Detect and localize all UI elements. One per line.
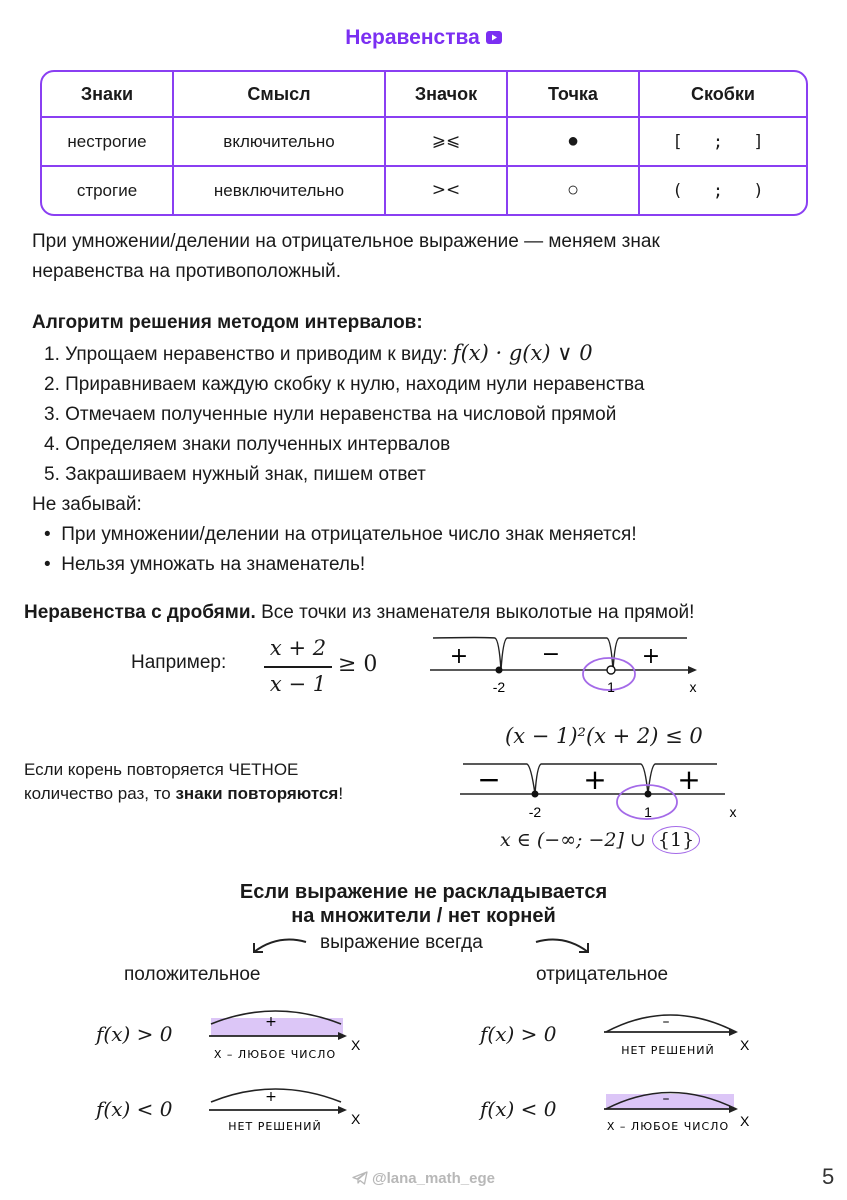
note-line: неравенства на противоположный. — [32, 261, 342, 282]
case-label: НЕТ РЕШЕНИЙ — [621, 1044, 715, 1057]
case-expression: f(x) > 0 — [96, 1022, 173, 1046]
algorithm-section — [32, 308, 832, 580]
step-formula: f(x) · g(x) ∨ 0 — [452, 341, 593, 365]
footer-handle: @lana_math_ege — [371, 1170, 495, 1187]
table-header: Скобки — [640, 72, 806, 118]
negative-label: отрицательное — [536, 964, 669, 985]
table-cell: >< — [386, 167, 508, 214]
even-root-answer — [500, 826, 700, 854]
bullet-icon: • — [44, 554, 62, 575]
axis-var: X — [351, 1037, 361, 1053]
list-item — [44, 338, 832, 370]
sign-label: – — [662, 1014, 670, 1030]
example-label: Например: — [131, 652, 227, 673]
bullet-text: Нельзя умножать на знаменатель! — [61, 554, 366, 575]
table-cell: [ ; ] — [640, 118, 806, 167]
sign-label: + — [677, 763, 701, 796]
case-expression: f(x) > 0 — [480, 1022, 557, 1046]
even-root-number-line — [455, 758, 755, 828]
table-cell: включительно — [174, 118, 386, 167]
sign-label: + — [583, 763, 607, 796]
answer-left: x ∈ (−∞; −2] ∪ — [500, 829, 646, 851]
point-label: -2 — [492, 679, 506, 695]
answer-right: {1} — [652, 826, 700, 854]
no-roots-heading-line: на множители / нет корней — [291, 905, 556, 927]
sign-label: − — [477, 763, 501, 796]
case-diagram — [205, 1006, 365, 1064]
list-item — [44, 550, 832, 580]
even-root-end: ! — [338, 784, 344, 803]
table-header: Знаки — [42, 72, 174, 118]
even-root-line: Если корень повторяется ЧЕТНОЕ — [24, 760, 299, 779]
list-item: 3. Отмечаем полученные нули неравенства на числовой прямой — [44, 404, 617, 425]
axis-var: x — [689, 679, 697, 695]
table-row — [42, 118, 806, 167]
list-item: 4. Определяем знаки полученных интервалов — [44, 434, 451, 455]
filled-point — [496, 667, 503, 674]
even-root-line — [24, 782, 343, 806]
table-cell: ⩾⩽ — [386, 118, 508, 167]
fractions-heading — [24, 598, 839, 628]
page-number: 5 — [822, 1164, 835, 1189]
inequality-table — [40, 70, 808, 216]
no-roots-heading — [0, 880, 847, 928]
table-cell: невключительно — [174, 167, 386, 214]
algorithm-heading: Алгоритм решения методом интервалов: — [32, 312, 423, 333]
always-label: выражение всегда — [320, 932, 483, 953]
even-root-text — [24, 758, 343, 806]
parabola-arc — [606, 1015, 736, 1032]
axis-arrow — [688, 666, 697, 674]
algorithm-steps — [32, 338, 832, 490]
note-line: При умножении/делении на отрицательное выражение — меняем знак — [32, 231, 660, 252]
table-header: Точка — [508, 72, 640, 118]
fractions-bold: Неравенства с дробями. — [24, 602, 256, 623]
case-label: X – ЛЮБОЕ ЧИСЛО — [213, 1048, 337, 1061]
telegram-icon — [352, 1170, 372, 1187]
case-label: X – ЛЮБОЕ ЧИСЛО — [606, 1120, 730, 1133]
filled-point — [645, 791, 652, 798]
list-item: 5. Закрашиваем нужный знак, пишем ответ — [44, 464, 426, 485]
right-arrow-icon — [532, 934, 594, 958]
shaded-region — [211, 1018, 343, 1036]
bullet-icon: • — [44, 524, 62, 545]
list-item — [44, 520, 832, 550]
sign-label: + — [265, 1014, 277, 1030]
case-expression: f(x) < 0 — [480, 1097, 557, 1121]
empty-point — [607, 666, 615, 674]
sign-label: − — [541, 642, 561, 667]
list-item: 2. Приравниваем каждую скобку к нулю, находим нули неравенства — [44, 374, 645, 395]
table-cell: ● — [508, 118, 640, 167]
step-text: 1. Упрощаем неравенство и приводим к виду: — [44, 344, 448, 365]
play-icon — [486, 26, 502, 50]
table-cell: ( ; ) — [672, 180, 774, 201]
reminder-heading: Не забывай: — [32, 494, 142, 515]
table-cell: ○ — [508, 167, 640, 214]
point-label: 1 — [644, 804, 652, 820]
table-row — [42, 167, 806, 214]
case-diagram — [205, 1082, 365, 1140]
case-expression: f(x) < 0 — [96, 1097, 173, 1121]
sign-label: + — [641, 644, 661, 669]
table-header-row — [42, 72, 806, 118]
bullet-text: При умножении/делении на отрицательное число знак меняется! — [61, 524, 637, 545]
shaded-region — [606, 1094, 734, 1109]
left-arrow-icon — [248, 934, 310, 958]
sign-label: + — [449, 644, 469, 669]
axis-var: X — [740, 1113, 750, 1129]
footer — [0, 1170, 847, 1187]
fraction-numerator: x + 2 — [269, 636, 327, 660]
reminder-bullets — [32, 520, 832, 580]
case-diagram — [600, 1080, 760, 1140]
table-cell: строгие — [42, 167, 174, 214]
point-label: -2 — [528, 804, 542, 820]
fraction-bar — [264, 666, 332, 668]
table-header: Значок — [386, 72, 508, 118]
table-cell: нестрогие — [42, 118, 174, 167]
fraction-relation: ≥ 0 — [338, 652, 378, 677]
sign-label: + — [265, 1089, 277, 1105]
case-diagram — [600, 1004, 760, 1064]
axis-var: X — [351, 1111, 361, 1127]
axis-var: X — [740, 1037, 750, 1053]
point-label: 1 — [607, 679, 615, 695]
even-root-line-start: количество раз, то — [24, 784, 176, 803]
sign-label: – — [662, 1091, 670, 1107]
fraction-denominator: x − 1 — [269, 672, 327, 696]
page-title — [0, 26, 847, 50]
fraction-number-line — [425, 630, 715, 700]
even-root-bold: знаки повторяются — [175, 784, 339, 803]
title-text: Неравенства — [345, 26, 480, 49]
sign-change-note — [32, 227, 822, 287]
no-roots-heading-line: Если выражение не раскладывается — [239, 881, 608, 903]
positive-label: положительное — [124, 964, 261, 985]
filled-point — [532, 791, 539, 798]
fractions-rest: Все точки из знаменателя выколотые на прямой! — [261, 602, 695, 623]
axis-var: x — [729, 804, 737, 820]
axis-arrow — [338, 1106, 347, 1114]
even-root-formula: (x − 1)²(x + 2) ≤ 0 — [505, 724, 703, 748]
case-label: НЕТ РЕШЕНИЙ — [228, 1120, 322, 1133]
table-header: Смысл — [174, 72, 386, 118]
